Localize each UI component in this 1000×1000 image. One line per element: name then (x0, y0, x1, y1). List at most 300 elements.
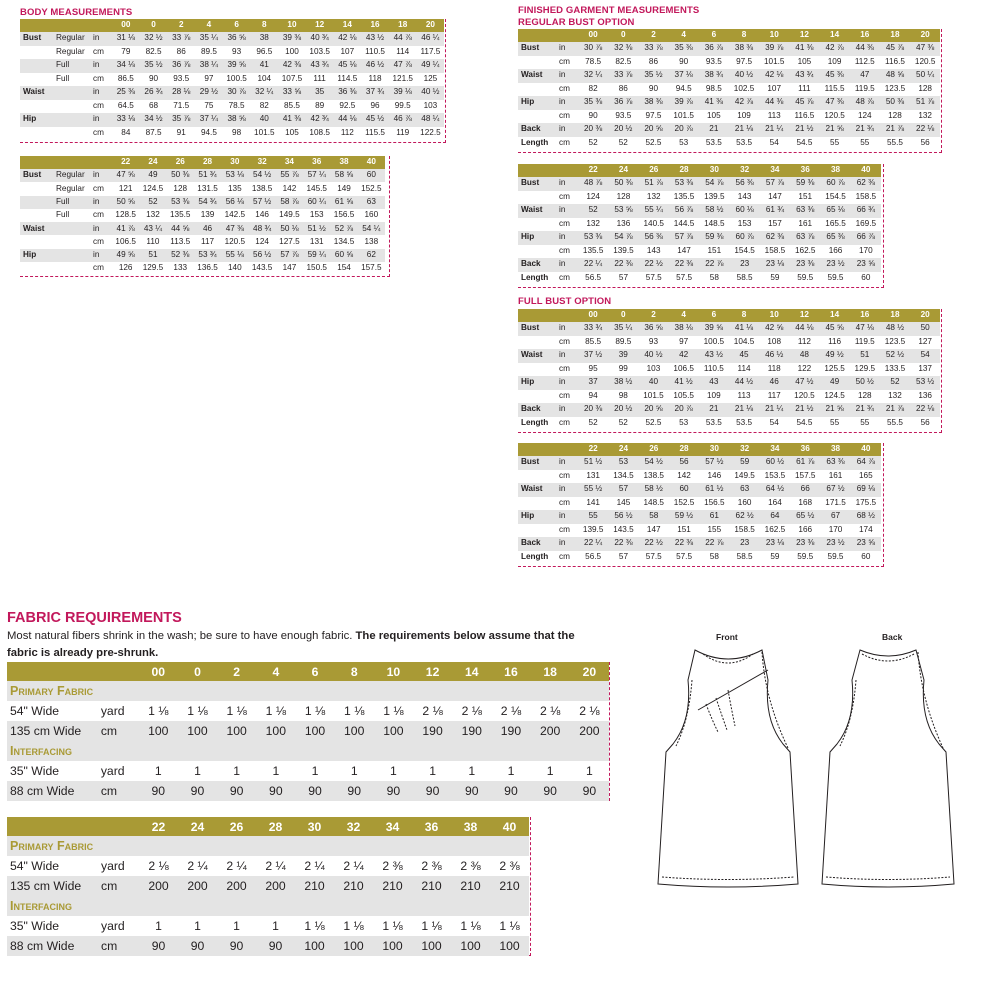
row-label: Length (521, 551, 549, 561)
table-cell: 116 (828, 336, 842, 346)
table-row (518, 42, 940, 56)
table-cell: 1 (155, 919, 162, 933)
table-cell: 200 (139, 876, 178, 896)
table-cell: 63 ⅜ (790, 204, 820, 218)
table-cell: 100 (490, 936, 529, 956)
table-cell: 45 ⅜ (820, 69, 850, 83)
table-cell: 134.5 (613, 470, 634, 480)
table-cell: 2 ¼ (187, 859, 208, 873)
table-cell: 145.5 (306, 183, 327, 193)
table-cell: 45 ⅝ (820, 322, 850, 336)
row-sublabel (53, 100, 90, 114)
row-label (518, 110, 556, 124)
row-label: Hip (20, 249, 53, 262)
table-cell: 100 (335, 721, 374, 741)
table-cell: 66 ⅞ (851, 231, 881, 245)
table-cell: 22 ⅛ (910, 403, 940, 417)
table-cell: 98 (618, 390, 628, 400)
table-cell: 38 (250, 32, 278, 46)
table-cell: 55 (860, 137, 870, 147)
table-cell: 122 (797, 363, 812, 373)
table-row (7, 761, 609, 781)
table-row (518, 218, 881, 232)
row-unit: in (90, 113, 112, 127)
row-label: Hip (518, 376, 556, 390)
size-header: 26 (167, 156, 194, 169)
table-cell: 151 (677, 524, 691, 534)
row-label (20, 182, 53, 195)
table-cell: 30 ⅞ (578, 42, 608, 56)
table-cell: 39 ⅜ (278, 32, 306, 46)
row-unit: in (556, 123, 578, 137)
table-cell: 59.5 (797, 272, 814, 282)
table-cell: 132 (888, 390, 902, 400)
row-unit: in (90, 169, 112, 182)
table-cell: 200 (217, 876, 256, 896)
row-sublabel (53, 222, 90, 235)
table-cell: 71.5 (173, 100, 190, 110)
table-cell: 66 ¾ (851, 204, 881, 218)
table-cell: 90 (570, 781, 609, 801)
size-header: 22 (578, 443, 608, 456)
header-blank (20, 156, 53, 169)
table-cell: 132 (146, 210, 160, 220)
table-cell: 93.5 (173, 73, 190, 83)
row-label: Bust (20, 169, 53, 182)
table-cell: 56.5 (585, 272, 602, 282)
section-label: Interfacing (7, 741, 609, 761)
table-cell: 1 ⅛ (304, 919, 325, 933)
table-cell: 57 ¼ (303, 169, 330, 182)
row-unit: in (90, 86, 112, 100)
table-cell: 109 (737, 110, 751, 120)
table-cell: 63 (358, 196, 385, 209)
table-cell: 36 ⅝ (223, 32, 251, 46)
table-cell: 2 ¼ (265, 859, 286, 873)
table-cell: 57 ⅞ (669, 231, 699, 245)
size-header: 18 (880, 29, 910, 42)
table-cell: 154.5 (734, 245, 755, 255)
table-cell: 21 ¼ (759, 403, 789, 417)
table-cell: 22 ¼ (578, 537, 608, 551)
table-cell: 54 ⅞ (608, 231, 638, 245)
size-header: 28 (194, 156, 221, 169)
table-cell: 128 (173, 183, 188, 193)
size-header: 28 (256, 817, 295, 836)
table-cell: 58 (709, 272, 719, 282)
row-unit: in (556, 96, 578, 110)
table-cell: 106.5 (673, 363, 694, 373)
table-cell: 152.5 (361, 183, 382, 193)
row-unit: cm (93, 263, 104, 273)
table-cell: 33 ⅞ (608, 69, 638, 83)
table-cell: 109 (827, 56, 842, 66)
table-cell: 64 ½ (760, 483, 790, 497)
table-cell: 90 (491, 781, 530, 801)
row-unit: in (556, 376, 578, 390)
table-cell: 59 (770, 551, 780, 561)
row-label: Bust (518, 42, 556, 56)
table-cell: 67 ½ (820, 483, 850, 497)
table-cell: 140.5 (643, 218, 664, 228)
table-row (20, 249, 385, 262)
table-cell: 42 ⅛ (759, 69, 789, 83)
size-header: 22 (112, 156, 139, 169)
table-cell: 39 ⅞ (669, 96, 699, 110)
table-cell: 54 (769, 417, 779, 427)
size-header: 34 (760, 443, 790, 456)
table-cell: 53 ⅜ (578, 231, 608, 245)
table-cell: 90 (295, 781, 334, 801)
table-cell: 101.5 (673, 110, 694, 120)
table-cell: 139.5 (704, 191, 725, 201)
measurement-table (20, 19, 444, 140)
table-cell: 51 ½ (303, 222, 330, 235)
table-cell: 23 ⅛ (760, 258, 790, 272)
table-cell: 20 ½ (608, 403, 638, 417)
table-cell: 39 ⅞ (759, 42, 789, 56)
table-cell: 48 ½ (880, 322, 910, 336)
table-cell: 89 (315, 100, 325, 110)
table-cell: 110 (146, 236, 160, 246)
row-unit: cm (559, 551, 570, 561)
table-cell: 169.5 (855, 218, 877, 228)
table-cell: 47 ⅛ (850, 322, 880, 336)
fabric-table-1 (7, 662, 610, 801)
row-label: Bust (20, 32, 53, 46)
table-row (20, 222, 385, 235)
table-cell: 35 (306, 86, 334, 100)
row-label: Back (518, 403, 556, 417)
table-cell: 147 (768, 191, 782, 201)
table-row (518, 83, 940, 97)
table-cell: 210 (295, 876, 334, 896)
table-cell: 38 ½ (608, 376, 638, 390)
table-row (518, 390, 940, 404)
table-cell: 52 (880, 376, 910, 390)
table-cell: 26 ¾ (140, 86, 168, 100)
table-cell: 65 ⅛ (820, 204, 850, 218)
table-cell: 50 ¼ (910, 69, 940, 83)
size-header: 00 (578, 309, 608, 322)
table-cell: 155 (707, 524, 722, 534)
table-cell: 41 ⅛ (729, 322, 759, 336)
row-unit: cm (559, 363, 570, 373)
row-label: Back (518, 537, 556, 551)
table-cell: 39 (608, 349, 638, 363)
table-cell: 54 (910, 349, 940, 363)
table-cell: 132 (646, 191, 661, 201)
row-sublabel (53, 113, 90, 127)
table-cell: 142.5 (224, 210, 246, 220)
row-label: 54" Wide (10, 859, 60, 873)
table-cell: 114 (396, 46, 410, 56)
table-cell: 41 ⅜ (278, 113, 306, 127)
table-cell: 55 (830, 417, 840, 427)
table-cell: 1 (194, 919, 201, 933)
table-cell: 124.5 (142, 183, 164, 193)
table-cell: 59 ½ (669, 510, 699, 524)
table-cell: 132 (918, 110, 932, 120)
table-cell: 97.5 (645, 110, 662, 120)
table-cell: 59 (729, 456, 759, 470)
table-cell: 115.5 (365, 127, 385, 137)
table-cell: 64 (760, 510, 790, 524)
table-cell: 35 ⅜ (578, 96, 608, 110)
table-cell: 92.5 (339, 100, 356, 110)
size-header: 40 (851, 443, 881, 456)
table-cell: 53.5 (705, 417, 722, 427)
size-header: 12 (413, 662, 452, 681)
table-cell: 39 ⅛ (389, 86, 417, 100)
table-cell: 93 (232, 46, 242, 56)
table-cell: 90 (531, 781, 570, 801)
table-cell: 22 ⅜ (608, 258, 638, 272)
header-blank (90, 19, 112, 32)
table-cell: 35 ½ (638, 69, 668, 83)
table-cell: 115.5 (824, 83, 845, 93)
row-unit: cm (559, 524, 570, 534)
row-label: Bust (518, 322, 556, 336)
table-cell: 37 ⅛ (669, 69, 699, 83)
table-row (518, 336, 940, 350)
row-sublabel: Full (56, 210, 70, 220)
table-cell: 59.5 (827, 551, 844, 561)
table-cell: 120.5 (794, 390, 815, 400)
row-unit: in (556, 403, 578, 417)
table-row (518, 177, 881, 191)
table-cell: 104.5 (733, 336, 755, 346)
size-header: 6 (223, 19, 251, 32)
table-cell: 60 (861, 272, 871, 282)
table-cell: 46 ⅞ (389, 113, 417, 127)
table-cell: 57 ⅞ (760, 177, 790, 191)
table-cell: 141 (586, 497, 600, 507)
table-cell: 82.5 (615, 56, 632, 66)
table-cell: 56 ⅛ (221, 196, 248, 209)
table-cell: 57 ½ (248, 196, 275, 209)
row-label: 88 cm Wide (7, 936, 97, 956)
table-row (20, 182, 385, 195)
table-cell: 124 (255, 236, 269, 246)
row-label: Length (521, 417, 549, 427)
table-cell: 40 ½ (729, 69, 759, 83)
size-header: 40 (851, 164, 881, 177)
size-header: 2 (217, 662, 256, 681)
table-cell: 21 ¼ (759, 123, 789, 137)
size-header: 2 (638, 29, 668, 42)
table-cell: 100 (139, 721, 178, 741)
table-cell: 210 (412, 876, 451, 896)
table-cell: 48 ⅞ (578, 177, 608, 191)
table-cell: 55.5 (887, 417, 903, 427)
row-sublabel (53, 235, 90, 248)
table-cell: 114.5 (337, 73, 358, 83)
row-unit: cm (97, 721, 139, 741)
size-header: 34 (760, 164, 790, 177)
table-cell: 101.5 (643, 390, 664, 400)
table-cell: 2 ⅛ (579, 704, 600, 718)
table-cell: 60 ⅛ (729, 204, 759, 218)
table-cell: 54 ½ (639, 456, 669, 470)
size-header: 38 (820, 443, 850, 456)
regular-bust-table-2 (518, 164, 884, 288)
row-sublabel: Regular (53, 32, 90, 46)
table-cell: 158.5 (764, 245, 786, 255)
table-cell: 38 ⅜ (729, 42, 759, 56)
table-cell: 78.5 (228, 100, 245, 110)
table-cell: 200 (256, 876, 295, 896)
row-unit: in (556, 456, 578, 470)
table-cell: 121 (118, 183, 133, 193)
size-header: 32 (334, 817, 373, 836)
table-cell: 41 ½ (669, 376, 699, 390)
table-cell: 78.5 (585, 56, 602, 66)
size-header: 6 (699, 309, 729, 322)
table-cell: 90 (588, 110, 598, 120)
section-row (7, 681, 609, 701)
section-row (7, 836, 529, 856)
table-cell: 97.5 (736, 56, 752, 66)
table-cell: 2 ⅜ (382, 859, 403, 873)
table-cell: 147 (282, 263, 297, 273)
row-unit: in (90, 222, 112, 235)
size-header: 30 (699, 443, 729, 456)
table-cell: 41 ⅜ (789, 42, 819, 56)
row-unit: cm (93, 46, 104, 56)
section-label: Interfacing (7, 896, 529, 916)
size-header: 4 (669, 309, 699, 322)
table-cell: 44 ⅜ (850, 42, 880, 56)
size-header: 36 (790, 443, 820, 456)
table-cell: 34 ⅛ (112, 59, 140, 73)
size-header: 36 (412, 817, 451, 836)
table-cell: 57 ½ (699, 456, 729, 470)
table-cell: 29 ½ (195, 86, 223, 100)
table-cell: 55 (578, 510, 608, 524)
row-label: Waist (20, 86, 53, 100)
size-header: 22 (139, 817, 178, 836)
table-cell: 48 ¾ (248, 222, 275, 235)
fabric-table (7, 662, 609, 801)
row-sublabel (53, 86, 90, 100)
size-header: 28 (669, 443, 699, 456)
table-cell: 54.5 (796, 137, 813, 147)
table-cell: 157.5 (361, 263, 382, 273)
full-bust-title: FULL BUST OPTION (518, 296, 612, 307)
table-cell: 100 (217, 721, 256, 741)
table-cell: 90 (679, 56, 689, 66)
table-cell: 23 ⅜ (790, 258, 820, 272)
row-label (518, 524, 556, 538)
size-header: 00 (139, 662, 178, 681)
table-cell: 2 ⅛ (539, 704, 561, 718)
table-cell: 60 (861, 551, 871, 561)
table-row (7, 856, 529, 876)
fabric-note-plain: Most natural fibers shrink in the wash; be sure to have enough fabric. (7, 630, 353, 642)
row-label: Waist (518, 69, 556, 83)
row-unit: in (556, 258, 578, 272)
table-cell: 1 ⅛ (421, 919, 442, 933)
table-cell: 42 (669, 349, 699, 363)
table-cell: 117.5 (420, 46, 441, 56)
row-unit: cm (559, 470, 570, 480)
table-cell: 93.5 (615, 110, 632, 120)
table-cell: 210 (451, 876, 490, 896)
table-cell: 53 ⅝ (608, 204, 638, 218)
table-cell: 124 (857, 110, 872, 120)
table-cell: 60 (358, 169, 385, 182)
table-cell: 147 (646, 524, 661, 534)
table-row (518, 204, 881, 218)
table-cell: 118 (368, 73, 382, 83)
table-cell: 49 ⅝ (112, 249, 139, 262)
section-label: Primary Fabric (7, 681, 609, 701)
fabric-table (7, 817, 529, 956)
table-cell: 57.5 (676, 272, 692, 282)
table-cell: 54 (769, 137, 779, 147)
table-cell: 1 ⅛ (226, 704, 247, 718)
table-cell: 43 ¼ (139, 222, 166, 235)
size-header: 24 (178, 817, 217, 836)
table-cell: 42 ¾ (306, 113, 334, 127)
table-cell: 136 (616, 218, 631, 228)
table-cell: 145 (616, 497, 631, 507)
table-cell: 1 (390, 764, 397, 778)
table-cell: 1 ⅛ (343, 919, 364, 933)
table-cell: 45 ⅞ (880, 42, 910, 56)
fabric-requirements-title: FABRIC REQUIREMENTS (7, 610, 182, 626)
table-cell: 1 (507, 764, 515, 778)
table-row (20, 73, 444, 87)
table-cell: 51 ⅞ (639, 177, 669, 191)
table-row (518, 56, 940, 70)
table-cell: 38 ⅛ (669, 322, 699, 336)
table-cell: 22 ⅞ (699, 537, 729, 551)
table-cell: 44 ⅝ (167, 222, 194, 235)
table-cell: 146 (255, 210, 269, 220)
table-cell: 210 (373, 876, 412, 896)
size-header: 16 (361, 19, 389, 32)
table-cell: 2 ⅜ (460, 859, 481, 873)
row-label (20, 73, 53, 87)
row-label: 135 cm Wide (7, 721, 97, 741)
table-cell: 190 (491, 721, 530, 741)
table-cell: 117 (201, 236, 215, 246)
table-row (20, 86, 444, 100)
table-cell: 40 ½ (638, 349, 668, 363)
table-cell: 22 ⅜ (669, 258, 699, 272)
table-cell: 90 (452, 781, 491, 801)
table-cell: 52 (618, 137, 628, 147)
table-cell: 51 ⅞ (910, 96, 940, 110)
table-cell: 53 (608, 456, 638, 470)
table-cell: 58.5 (736, 272, 753, 282)
table-cell: 156.5 (333, 210, 355, 220)
table-cell: 143 (737, 191, 752, 201)
table-cell: 20 ⅝ (638, 123, 668, 137)
table-cell: 59.5 (827, 272, 844, 282)
row-sublabel: Full (53, 59, 90, 73)
table-cell: 40 (638, 376, 668, 390)
row-unit: in (556, 349, 578, 363)
table-cell: 101.5 (254, 127, 275, 137)
table-cell: 1 ⅛ (344, 704, 365, 718)
table-cell: 120.5 (914, 56, 936, 66)
table-cell: 58 (639, 510, 669, 524)
table-cell: 38 ⅝ (223, 113, 251, 127)
table-cell: 59 ¼ (303, 249, 330, 262)
